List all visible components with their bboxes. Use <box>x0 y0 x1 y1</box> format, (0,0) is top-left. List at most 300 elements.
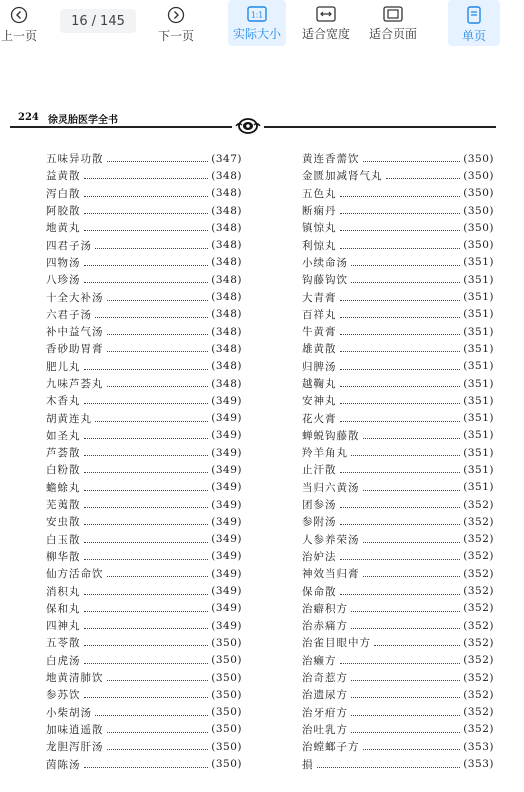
toc-entry <box>46 496 242 513</box>
toc-entry-title: 地黄丸 <box>46 222 81 235</box>
toc-entry <box>46 409 242 426</box>
toc-leader-dots <box>84 594 209 595</box>
header-book-title: 徐灵胎医学全书 <box>48 115 118 126</box>
toc-entry-page: (351) <box>463 481 494 494</box>
toc-entry-page: (348) <box>211 377 242 390</box>
toc-entry <box>46 340 242 357</box>
toc-entry-page: (350) <box>211 740 242 753</box>
toc-leader-dots <box>386 178 461 179</box>
toc-entry-title: 治癞方 <box>302 654 337 667</box>
toc-leader-dots <box>340 369 461 370</box>
chevron-right-circle-icon <box>167 6 185 24</box>
actual-size-icon <box>247 6 267 22</box>
toc-entry-page: (350) <box>211 654 242 667</box>
next-page-button[interactable] <box>156 0 196 46</box>
toc-leader-dots <box>95 421 208 422</box>
document-page <box>0 48 524 792</box>
prev-page-label: 上一页 <box>0 29 37 43</box>
toc-entry-page: (351) <box>463 429 494 442</box>
toc-entry-page: (350) <box>211 758 242 771</box>
toc-entry <box>46 306 242 323</box>
toc-entry-title: 蟾蜍丸 <box>46 481 81 494</box>
toc-entry <box>302 202 494 219</box>
single-page-button[interactable] <box>448 0 500 46</box>
toc-entry <box>302 600 494 617</box>
toc-entry-page: (349) <box>211 429 242 442</box>
toc-entry <box>302 565 494 582</box>
toc-entry <box>302 340 494 357</box>
toc-entry <box>46 513 242 530</box>
fit-page-label: 适合页面 <box>368 27 417 41</box>
toc-entry-title: 白玉散 <box>46 533 81 546</box>
toc-entry-page: (348) <box>211 256 242 269</box>
toc-entry-page: (352) <box>463 688 494 701</box>
toc-entry <box>302 669 494 686</box>
toc-leader-dots <box>84 265 209 266</box>
toc-entry <box>46 392 242 409</box>
toc-entry-page: (351) <box>463 394 494 407</box>
toc-entry <box>46 704 242 721</box>
toc-entry-page: (350) <box>463 221 494 234</box>
toc-entry <box>302 219 494 236</box>
toc-entry <box>46 219 242 236</box>
toc-entry-title: 泻白散 <box>46 187 81 200</box>
toc-entry-title: 保和丸 <box>46 602 81 615</box>
single-page-label: 单页 <box>461 29 486 43</box>
toc-entry-page: (352) <box>463 706 494 719</box>
toc-entry-title: 羚羊角丸 <box>302 447 348 460</box>
toc-entry-page: (352) <box>463 636 494 649</box>
toc-leader-dots <box>95 715 208 716</box>
toc-leader-dots <box>95 248 208 249</box>
toc-entry-title: 断痫丹 <box>302 205 337 218</box>
toc-entry-page: (349) <box>211 619 242 632</box>
fit-page-icon <box>383 6 403 22</box>
toc-leader-dots <box>351 715 460 716</box>
toc-entry-title: 加味逍遥散 <box>46 723 104 736</box>
toc-leader-dots <box>84 490 209 491</box>
toc-entry-page: (352) <box>463 515 494 528</box>
toc-entry <box>302 306 494 323</box>
page-indicator[interactable] <box>60 9 136 33</box>
toc-entry <box>46 167 242 184</box>
toc-leader-dots <box>340 300 461 301</box>
toc-entry-title: 团参汤 <box>302 499 337 512</box>
toc-entry <box>302 150 494 167</box>
toc-entry-title: 治雀目眼中方 <box>302 637 371 650</box>
toc-entry <box>46 686 242 703</box>
toc-entry-title: 当归六黄汤 <box>302 481 360 494</box>
toc-entry <box>302 721 494 738</box>
toc-leader-dots <box>84 230 209 231</box>
toc-entry-page: (348) <box>211 239 242 252</box>
toc-entry-title: 治牙疳方 <box>302 706 348 719</box>
toc-entry-page: (349) <box>211 515 242 528</box>
toc-entry-title: 利惊丸 <box>302 239 337 252</box>
toc-entry-title: 治遗尿方 <box>302 689 348 702</box>
toc-entry <box>46 323 242 340</box>
toc-entry-title: 五色丸 <box>302 187 337 200</box>
toc-leader-dots <box>84 403 209 404</box>
toc-entry-title: 木香丸 <box>46 395 81 408</box>
toc-entry-title: 如圣丸 <box>46 429 81 442</box>
toc-entry-title: 四君子汤 <box>46 239 92 252</box>
toc-entry-page: (352) <box>463 498 494 511</box>
single-page-icon <box>466 6 482 24</box>
toc-entry <box>46 479 242 496</box>
toc-entry <box>302 479 494 496</box>
next-page-label: 下一页 <box>157 29 194 43</box>
toc-entry-page: (349) <box>211 602 242 615</box>
toc-entry-title: 镇惊丸 <box>302 222 337 235</box>
toc-entry-page: (349) <box>211 446 242 459</box>
toc-entry <box>46 461 242 478</box>
actual-size-button[interactable] <box>228 0 286 46</box>
toc-entry-title: 治奇惹方 <box>302 672 348 685</box>
toc-leader-dots <box>374 645 460 646</box>
toc-entry-title: 治螳螂子方 <box>302 741 360 754</box>
toc-entry-page: (348) <box>211 325 242 338</box>
toc-entry-title: 花火膏 <box>302 412 337 425</box>
toc-entry-title: 蝉蜕钩藤散 <box>302 429 360 442</box>
current-page-number[interactable]: 16 <box>71 13 88 29</box>
toc-leader-dots <box>84 697 209 698</box>
toc-entry-title: 芦荟散 <box>46 447 81 460</box>
toc-leader-dots <box>351 611 460 612</box>
actual-size-badge: 1:1 <box>250 10 264 20</box>
toc-leader-dots <box>363 438 461 439</box>
toc-leader-dots <box>84 507 209 508</box>
toc-leader-dots <box>84 559 209 560</box>
toc-leader-dots <box>84 524 209 525</box>
prev-page-button[interactable] <box>0 0 38 46</box>
toc-leader-dots <box>351 455 460 456</box>
toc-entry <box>46 600 242 617</box>
toc-entry <box>46 738 242 755</box>
toc-entry-page: (349) <box>211 463 242 476</box>
toc-entry-title: 小柴胡汤 <box>46 706 92 719</box>
toc-leader-dots <box>84 178 209 179</box>
toc-entry-page: (348) <box>211 360 242 373</box>
toc-entry-page: (351) <box>463 463 494 476</box>
toc-entry-page: (350) <box>211 636 242 649</box>
toc-entry-page: (349) <box>211 394 242 407</box>
toc-entry <box>302 548 494 565</box>
toc-leader-dots <box>340 386 461 387</box>
toc-entry-title: 六君子汤 <box>46 308 92 321</box>
toc-entry-title: 牛黄膏 <box>302 326 337 339</box>
toc-entry-page: (348) <box>211 291 242 304</box>
toc-entry-page: (351) <box>463 291 494 304</box>
toc-entry <box>302 185 494 202</box>
toc-entry-title: 小续命汤 <box>302 256 348 269</box>
toc-entry-title: 保命散 <box>302 585 337 598</box>
toc-entry-title: 人参养荣汤 <box>302 533 360 546</box>
toc-leader-dots <box>107 334 209 335</box>
toc-entry-title: 归脾汤 <box>302 360 337 373</box>
toc-leader-dots <box>340 594 461 595</box>
toc-entry-title: 治赤痛方 <box>302 620 348 633</box>
toc-leader-dots <box>363 749 461 750</box>
toc-leader-dots <box>351 732 460 733</box>
toc-entry <box>46 548 242 565</box>
toc-leader-dots <box>107 680 209 681</box>
toc-entry-title: 雄黄散 <box>302 343 337 356</box>
toc-entry-title: 钩藤钩饮 <box>302 274 348 287</box>
toc-entry <box>302 755 494 772</box>
toc-entry-title: 治吐乳方 <box>302 723 348 736</box>
toc-entry-title: 白虎汤 <box>46 654 81 667</box>
toc-entry-title: 止汗散 <box>302 464 337 477</box>
toc-entry-title: 肥儿丸 <box>46 360 81 373</box>
toc-entry-title: 芜荑散 <box>46 499 81 512</box>
toc-entry-page: (351) <box>463 308 494 321</box>
toc-column-left <box>46 150 242 773</box>
toc-leader-dots <box>340 524 461 525</box>
toc-entry-page: (348) <box>211 187 242 200</box>
toc-leader-dots <box>84 438 209 439</box>
toc-entry-title: 十全大补汤 <box>46 291 104 304</box>
toc-entry-title: 百祥丸 <box>302 308 337 321</box>
toc-entry-page: (349) <box>211 567 242 580</box>
toc-leader-dots <box>340 421 461 422</box>
toc-entry-title: 治妒法 <box>302 550 337 563</box>
toc-entry <box>46 427 242 444</box>
toc-entry-title: 五苓散 <box>46 637 81 650</box>
toc-entry-title: 参苏饮 <box>46 689 81 702</box>
toc-entry <box>302 375 494 392</box>
toc-entry-page: (348) <box>211 273 242 286</box>
toc-entry-page: (352) <box>463 654 494 667</box>
toc-entry <box>302 288 494 305</box>
toc-leader-dots <box>340 403 461 404</box>
toc-leader-dots <box>84 196 209 197</box>
toc-entry <box>302 531 494 548</box>
toc-entry-page: (350) <box>211 688 242 701</box>
toc-entry-page: (352) <box>463 671 494 684</box>
toc-entry <box>46 531 242 548</box>
toc-entry-title: 神效当归膏 <box>302 568 360 581</box>
toc-entry <box>46 236 242 253</box>
toc-entry-page: (352) <box>463 723 494 736</box>
fit-width-label: 适合宽度 <box>301 27 350 41</box>
viewer-toolbar <box>0 0 524 48</box>
toc-entry-page: (352) <box>463 602 494 615</box>
toc-entry-page: (352) <box>463 585 494 598</box>
toc-entry-page: (349) <box>211 533 242 546</box>
toc-entry-page: (350) <box>463 187 494 200</box>
toc-leader-dots <box>351 265 460 266</box>
toc-entry <box>46 721 242 738</box>
toc-entry <box>302 652 494 669</box>
toc-leader-dots <box>340 317 461 318</box>
toc-entry-title: 九味芦荟丸 <box>46 378 104 390</box>
toc-entry-page: (349) <box>211 550 242 563</box>
toc-leader-dots <box>363 490 461 491</box>
toc-leader-dots <box>84 472 209 473</box>
toc-entry-page: (351) <box>463 412 494 425</box>
toc-entry <box>46 582 242 599</box>
toc-leader-dots <box>107 749 209 750</box>
toc-leader-dots <box>107 576 209 577</box>
toc-leader-dots <box>84 645 209 646</box>
toc-entry <box>302 236 494 253</box>
toc-leader-dots <box>84 455 209 456</box>
toc-entry <box>302 444 494 461</box>
toc-leader-dots <box>317 767 461 768</box>
toc-entry <box>302 461 494 478</box>
toc-entry-page: (349) <box>211 412 242 425</box>
toc-leader-dots <box>340 472 461 473</box>
toc-entry-page: (348) <box>211 342 242 355</box>
toc-entry-page: (353) <box>463 758 494 771</box>
toc-entry-title: 損 <box>302 758 314 771</box>
toc-leader-dots <box>340 230 461 231</box>
toc-entry <box>302 392 494 409</box>
toc-leader-dots <box>340 351 461 352</box>
toc-entry-page: (353) <box>463 740 494 753</box>
toc-entry <box>46 254 242 271</box>
toc-entry-page: (348) <box>211 169 242 182</box>
toc-leader-dots <box>363 542 461 543</box>
toc-entry <box>302 582 494 599</box>
toc-entry-page: (351) <box>463 342 494 355</box>
toc-entry-title: 龙胆泻肝汤 <box>46 741 104 754</box>
toc-entry <box>302 323 494 340</box>
toc-entry-title: 黄连香薷饮 <box>302 153 360 166</box>
toc-entry-page: (347) <box>211 152 242 165</box>
toc-leader-dots <box>351 697 460 698</box>
toc-entry <box>46 202 242 219</box>
toc-leader-dots <box>340 559 461 560</box>
toc-entry-title: 四神丸 <box>46 620 81 633</box>
toc-entry <box>46 288 242 305</box>
toc-entry <box>46 358 242 375</box>
toc-entry-title: 地黄清肺饮 <box>46 672 104 685</box>
toc-leader-dots <box>107 300 209 301</box>
toc-entry <box>46 652 242 669</box>
toc-entry <box>46 755 242 772</box>
toc-leader-dots <box>340 663 461 664</box>
chevron-left-circle-icon <box>10 6 28 24</box>
toc-entry-page: (351) <box>463 273 494 286</box>
toc-entry-title: 香砂助胃膏 <box>46 343 104 356</box>
page-header <box>10 110 496 132</box>
toc-entry <box>302 254 494 271</box>
toc-entry-page: (352) <box>463 550 494 563</box>
toc-leader-dots <box>107 351 209 352</box>
header-rule-right <box>264 126 496 128</box>
actual-size-label: 实际大小 <box>232 27 281 41</box>
toc-leader-dots <box>95 317 208 318</box>
toc-entry-page: (351) <box>463 256 494 269</box>
toc-entry-title: 大青膏 <box>302 291 337 304</box>
toc-entry-title: 安神丸 <box>302 395 337 408</box>
toc-leader-dots <box>351 628 460 629</box>
toc-leader-dots <box>84 628 209 629</box>
toc-entry <box>46 634 242 651</box>
toc-entry-title: 补中益气汤 <box>46 326 104 339</box>
toc-leader-dots <box>107 386 209 387</box>
toc-entry-title: 五味异功散 <box>46 153 104 166</box>
toc-entry <box>302 704 494 721</box>
toc-leader-dots <box>107 732 209 733</box>
fit-width-button[interactable] <box>298 0 354 46</box>
toc-entry <box>302 686 494 703</box>
toc-entry-title: 安虫散 <box>46 516 81 529</box>
total-pages: 145 <box>100 13 125 29</box>
toc-entry <box>46 271 242 288</box>
toc-entry-page: (350) <box>211 671 242 684</box>
toc-column-right <box>302 150 494 773</box>
publisher-emblem-icon <box>234 116 262 134</box>
toc-entry-title: 仙方活命饮 <box>46 568 104 581</box>
toc-entry-title: 消积丸 <box>46 585 81 598</box>
toc-entry <box>302 409 494 426</box>
toc-leader-dots <box>340 248 461 249</box>
toc-entry-page: (350) <box>463 204 494 217</box>
toc-entry <box>46 444 242 461</box>
toc-entry-title: 金匮加减肾气丸 <box>302 170 383 183</box>
toc-entry-page: (351) <box>463 325 494 338</box>
toc-entry-page: (348) <box>211 308 242 321</box>
toc-entry <box>46 150 242 167</box>
toc-entry-title: 柳华散 <box>46 550 81 563</box>
toc-entry <box>302 271 494 288</box>
toc-entry-title: 四物汤 <box>46 256 81 269</box>
toc-leader-dots <box>351 680 460 681</box>
toc-entry-page: (351) <box>463 446 494 459</box>
toc-entry <box>302 634 494 651</box>
fit-page-button[interactable] <box>364 0 422 46</box>
toc-leader-dots <box>84 282 209 283</box>
toc-leader-dots <box>84 542 209 543</box>
toc-entry-title: 益黄散 <box>46 170 81 183</box>
toc-entry-page: (350) <box>463 152 494 165</box>
toc-leader-dots <box>84 767 209 768</box>
toc-entry-title: 茵陈汤 <box>46 758 81 771</box>
toc-entry <box>302 617 494 634</box>
toc-entry-title: 参附汤 <box>302 516 337 529</box>
toc-entry <box>46 617 242 634</box>
toc-entry-title: 越鞠丸 <box>302 378 337 390</box>
header-page-number: 224 <box>18 112 39 123</box>
toc-entry-page: (349) <box>211 498 242 511</box>
toc-leader-dots <box>340 196 461 197</box>
toc-entry-page: (352) <box>463 567 494 580</box>
toc-entry <box>302 167 494 184</box>
toc-leader-dots <box>84 611 209 612</box>
toc-entry-page: (350) <box>463 239 494 252</box>
toc-entry-title: 八珍汤 <box>46 274 81 287</box>
toc-entry <box>302 358 494 375</box>
toc-entry-title: 阿胶散 <box>46 205 81 218</box>
toc-entry <box>46 669 242 686</box>
toc-entry-page: (350) <box>463 169 494 182</box>
page-separator: / <box>91 13 97 29</box>
toc-entry <box>46 565 242 582</box>
toc-entry-page: (351) <box>463 377 494 390</box>
toc-leader-dots <box>84 369 209 370</box>
toc-entry-page: (348) <box>211 221 242 234</box>
toc-entry <box>302 496 494 513</box>
toc-entry-page: (350) <box>211 723 242 736</box>
toc-leader-dots <box>363 161 461 162</box>
toc-entry-page: (352) <box>463 533 494 546</box>
toc-entry-page: (349) <box>211 481 242 494</box>
toc-leader-dots <box>340 334 461 335</box>
toc-entry-title: 治癖积方 <box>302 602 348 615</box>
